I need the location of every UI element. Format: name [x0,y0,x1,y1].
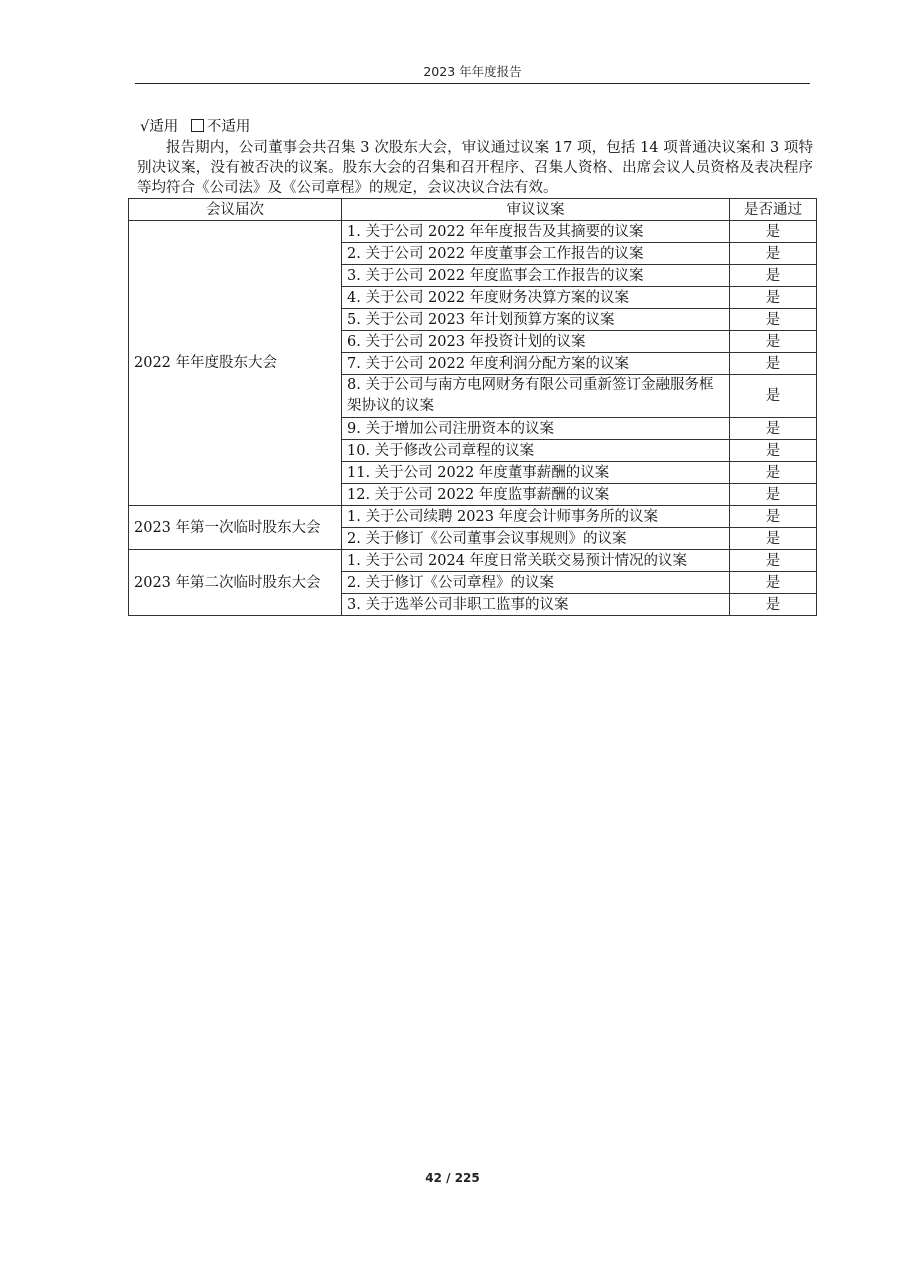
proposal-cell: 12. 关于公司 2022 年度监事薪酬的议案 [342,484,730,506]
table-header-row [129,199,817,221]
page-header-title: 2023 年年度报告 [423,64,522,79]
applicable-label: 适用 [149,119,179,135]
proposal-cell: 2. 关于公司 2022 年度董事会工作报告的议案 [342,243,730,265]
proposal-cell: 9. 关于增加公司注册资本的议案 [342,418,730,440]
empty-checkbox-icon [191,119,204,132]
applicability-options [140,117,250,137]
result-cell: 是 [730,594,817,616]
table-row [129,506,817,528]
meeting-name-cell: 2023 年第一次临时股东大会 [129,506,342,550]
result-cell: 是 [730,484,817,506]
proposal-cell: 8. 关于公司与南方电网财务有限公司重新签订金融服务框架协议的议案 [342,375,730,418]
result-cell: 是 [730,528,817,550]
proposal-cell: 11. 关于公司 2022 年度董事薪酬的议案 [342,462,730,484]
result-cell: 是 [730,243,817,265]
proposal-cell: 7. 关于公司 2022 年度利润分配方案的议案 [342,353,730,375]
result-cell: 是 [730,309,817,331]
proposal-cell: 1. 关于公司 2024 年度日常关联交易预计情况的议案 [342,550,730,572]
result-cell: 是 [730,221,817,243]
proposal-cell: 4. 关于公司 2022 年度财务决算方案的议案 [342,287,730,309]
header-divider [135,83,810,84]
proposal-cell: 1. 关于公司续聘 2023 年度会计师事务所的议案 [342,506,730,528]
summary-paragraph: 报告期内，公司董事会共召集 3 次股东大会，审议通过议案 17 项，包括 14 项普通决议案和 3 项特别决议案，没有被否决的议案。股东大会的召集和召开程序、召集人资格、出席会议人员资格及表决程序等均符合《公司法》及《公司章程》的规定，会议决议合法有效。 [137,140,813,196]
result-cell: 是 [730,440,817,462]
column-header-meeting: 会议届次 [129,199,342,221]
column-header-passed: 是否通过 [730,199,817,221]
proposal-cell: 6. 关于公司 2023 年投资计划的议案 [342,331,730,353]
proposal-cell: 3. 关于选举公司非职工监事的议案 [342,594,730,616]
result-cell: 是 [730,506,817,528]
proposal-cell: 2. 关于修订《公司章程》的议案 [342,572,730,594]
result-cell: 是 [730,462,817,484]
proposal-cell: 3. 关于公司 2022 年度监事会工作报告的议案 [342,265,730,287]
proposal-cell: 5. 关于公司 2023 年计划预算方案的议案 [342,309,730,331]
meeting-name-cell: 2023 年第二次临时股东大会 [129,550,342,616]
proposal-cell: 10. 关于修改公司章程的议案 [342,440,730,462]
result-cell: 是 [730,353,817,375]
table-body [129,221,817,616]
result-cell: 是 [730,550,817,572]
column-header-proposal: 审议议案 [342,199,730,221]
result-cell: 是 [730,418,817,440]
proposal-cell: 2. 关于修订《公司董事会议事规则》的议案 [342,528,730,550]
not-applicable-label: 不适用 [206,119,251,135]
result-cell: 是 [730,287,817,309]
meeting-name-cell: 2022 年年度股东大会 [129,221,342,506]
result-cell: 是 [730,572,817,594]
page-number: 42 / 225 [425,1171,480,1185]
shareholder-meetings-table [128,198,817,616]
result-cell: 是 [730,265,817,287]
check-mark-icon: √ [140,119,150,135]
table-row [129,550,817,572]
result-cell: 是 [730,375,817,418]
result-cell: 是 [730,331,817,353]
table-row [129,221,817,243]
proposal-cell: 1. 关于公司 2022 年年度报告及其摘要的议案 [342,221,730,243]
